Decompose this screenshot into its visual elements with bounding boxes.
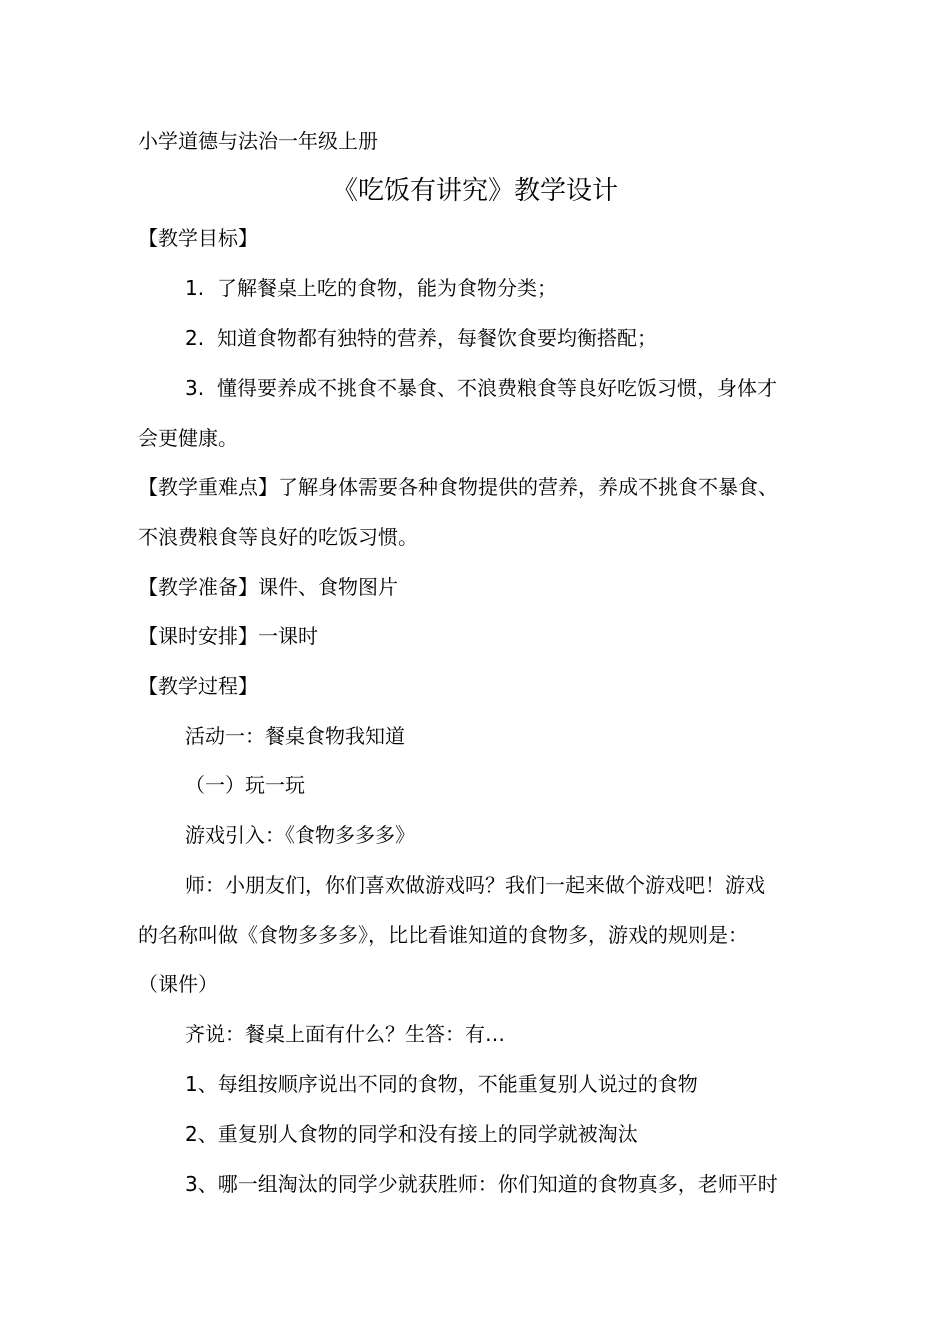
rule-item: 1、每组按顺序说出不同的食物，不能重复别人说过的食物 <box>185 1072 698 1096</box>
chorus-line: 齐说：餐桌上面有什么？生答：有… <box>185 1022 505 1046</box>
activity-heading: 活动一：餐桌食物我知道 <box>185 724 405 748</box>
key-points-line: 【教学重难点】了解身体需要各种食物提供的营养，养成不挑食不暴食、 <box>138 475 778 499</box>
teacher-line: 的名称叫做《食物多多多》，比比看谁知道的食物多，游戏的规则是： <box>138 923 748 947</box>
objective-item <box>185 374 865 402</box>
document-title: 《吃饭有讲究》教学设计 <box>331 176 618 206</box>
objective-item <box>185 324 865 352</box>
objective-number: 2. <box>185 326 205 350</box>
objective-text: 了解餐桌上吃的食物，能为食物分类； <box>217 276 557 300</box>
rule-item: 2、重复别人食物的同学和没有接上的同学就被淘汰 <box>185 1122 638 1146</box>
objective-number: 3. <box>185 376 205 400</box>
objective-text: 知道食物都有独特的营养，每餐饮食要均衡搭配； <box>217 326 657 350</box>
objective-text: 懂得要养成不挑食不暴食、不浪费粮食等良好吃饭习惯，身体才 <box>217 376 777 400</box>
preparation-line: 【教学准备】课件、食物图片 <box>138 575 398 599</box>
game-intro: 游戏引入：《食物多多多》 <box>185 823 415 847</box>
rule-item: 3、哪一组淘汰的同学少就获胜师：你们知道的食物真多，老师平时 <box>185 1172 778 1196</box>
course-label: 小学道德与法治一年级上册 <box>138 129 378 153</box>
schedule-line: 【课时安排】一课时 <box>138 624 318 648</box>
teacher-line: 师：小朋友们，你们喜欢做游戏吗？我们一起来做个游戏吧！游戏 <box>185 873 765 897</box>
objective-item <box>185 274 865 302</box>
objectives-heading: 【教学目标】 <box>138 226 258 250</box>
objective-continuation: 会更健康。 <box>138 426 238 450</box>
objective-number: 1. <box>185 276 205 300</box>
section-heading: （一）玩一玩 <box>185 773 305 797</box>
process-heading: 【教学过程】 <box>138 674 258 698</box>
teacher-line: （课件） <box>138 972 218 996</box>
key-points-line: 不浪费粮食等良好的吃饭习惯。 <box>138 525 418 549</box>
